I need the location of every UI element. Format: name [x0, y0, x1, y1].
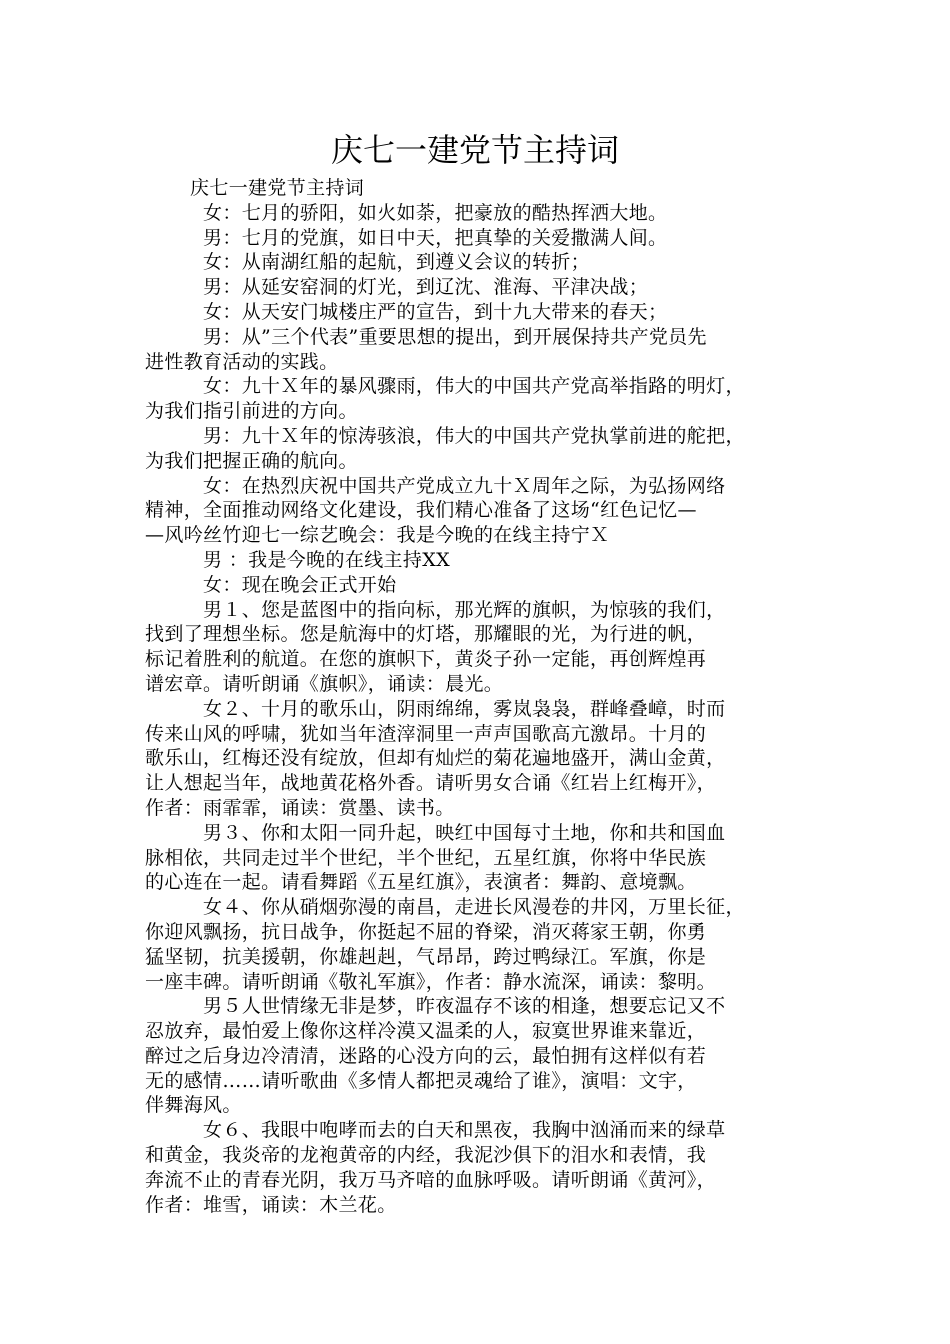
paragraph-line: 你迎风飘扬，抗日战争，你挺起不屈的脊梁，消灭蒋家王朝，你勇	[145, 920, 707, 943]
paragraph-line: 男：九十Ｘ年的惊涛骇浪，伟大的中国共产党执掌前进的舵把，	[203, 424, 745, 447]
document-title: 庆七一建党节主持词	[330, 131, 619, 169]
paragraph-line: 女：从天安门城楼庄严的宣告，到十九大带来的春天；	[203, 300, 668, 323]
paragraph-line: 为我们把握正确的航向。	[145, 449, 358, 472]
paragraph-line: 无的感情……请听歌曲《多情人都把灵魂给了谁》，演唱：文宇，	[145, 1069, 697, 1092]
paragraph-line: —风吟丝竹迎七一综艺晚会：我是今晚的在线主持宁Ｘ	[145, 524, 610, 547]
paragraph-line: 女６、我眼中咆哮而去的白天和黑夜，我胸中汹涌而来的绿草	[203, 1119, 726, 1142]
paragraph-line: 男：从延安窑洞的灯光，到辽沈、淮海、平津决战；	[203, 276, 649, 299]
paragraph-line: 女：从南湖红船的起航，到遵义会议的转折；	[203, 251, 591, 274]
document-body	[145, 176, 809, 1217]
paragraph-line: 女２、十月的歌乐山，阴雨绵绵，雾岚袅袅，群峰叠嶂，时而	[203, 697, 726, 720]
paragraph-line: 男１、您是蓝图中的指向标，那光辉的旗帜，为惊骇的我们，	[203, 598, 726, 621]
paragraph-line: 找到了理想坐标。您是航海中的灯塔，那耀眼的光，为行进的帆，	[145, 623, 707, 646]
paragraph-line: 男５人世情缘无非是梦，昨夜温存不该的相逢，想要忘记又不	[203, 995, 726, 1018]
paragraph-line: 男３、你和太阳一同升起，映红中国每寸土地，你和共和国血	[203, 821, 726, 844]
paragraph-line: 伴舞海风。	[145, 1094, 242, 1117]
paragraph-line: 歌乐山，红梅还没有绽放，但却有灿烂的菊花遍地盛开，满山金黄，	[145, 747, 726, 770]
paragraph-line: 传来山风的呼啸，犹如当年渣滓洞里一声声国歌高亢激昂。十月的	[145, 722, 707, 745]
paragraph-line: 男：从”三个代表”重要思想的提出，到开展保持共产党员先	[203, 325, 707, 348]
paragraph-line: 女：七月的骄阳，如火如荼，把豪放的酷热挥洒大地。	[203, 201, 668, 224]
paragraph-line: 精神，全面推动网络文化建设，我们精心准备了这场“红色记忆—	[145, 499, 697, 522]
paragraph-line: 进性教育活动的实践。	[145, 350, 339, 373]
paragraph-line: 的心连在一起。请看舞蹈《五星红旗》，表演者：舞韵、意境飘。	[145, 871, 697, 894]
paragraph-line: 女：现在晚会正式开始	[203, 573, 397, 596]
paragraph-line: 女４、你从硝烟弥漫的南昌，走进长风漫卷的井冈，万里长征，	[203, 896, 745, 919]
paragraph-line: 女：在热烈庆祝中国共产党成立九十Ｘ周年之际，为弘扬网络	[203, 474, 726, 497]
paragraph-line: 一座丰碑。请听朗诵《敬礼军旗》，作者：静水流深，诵读：黎明。	[145, 970, 717, 993]
paragraph-line: 猛坚韧，抗美援朝，你雄赳赳，气昂昂，跨过鸭绿江。军旗，你是	[145, 945, 707, 968]
paragraph-line: 为我们指引前进的方向。	[145, 400, 358, 423]
paragraph-line: 男：七月的党旗，如日中天，把真挚的关爱撒满人间。	[203, 226, 668, 249]
paragraph-line: 男 ：我是今晚的在线主持XX	[203, 548, 450, 571]
paragraph-line: 忍放弃，最怕爱上像你这样冷漠又温柔的人，寂寞世界谁来靠近，	[145, 1020, 707, 1043]
paragraph-line: 作者：堆雪，诵读：木兰花。	[145, 1193, 397, 1216]
paragraph-line: 谱宏章。请听朗诵《旗帜》，诵读：晨光。	[145, 672, 504, 695]
paragraph-line: 作者：雨霏霏，诵读：赏墨、读书。	[145, 796, 455, 819]
paragraph-line: 醉过之后身边冷清清，迷路的心没方向的云，最怕拥有这样似有若	[145, 1044, 707, 1067]
paragraph-line: 奔流不止的青春光阴，我万马齐喑的血脉呼吸。请听朗诵《黄河》，	[145, 1168, 717, 1191]
paragraph-line: 和黄金，我炎帝的龙袍黄帝的内经，我泥沙俱下的泪水和表情，我	[145, 1144, 707, 1167]
paragraph-line: 标记着胜利的航道。在您的旗帜下，黄炎子孙一定能，再创辉煌再	[145, 648, 707, 671]
paragraph-line: 让人想起当年，战地黄花格外香。请听男女合诵《红岩上红梅开》，	[145, 772, 717, 795]
paragraph-line: 脉相依，共同走过半个世纪，半个世纪，五星红旗，你将中华民族	[145, 846, 707, 869]
document-subtitle: 庆七一建党节主持词	[190, 177, 365, 199]
paragraph-line: 女：九十Ｘ年的暴风骤雨，伟大的中国共产党高举指路的明灯，	[203, 375, 745, 398]
